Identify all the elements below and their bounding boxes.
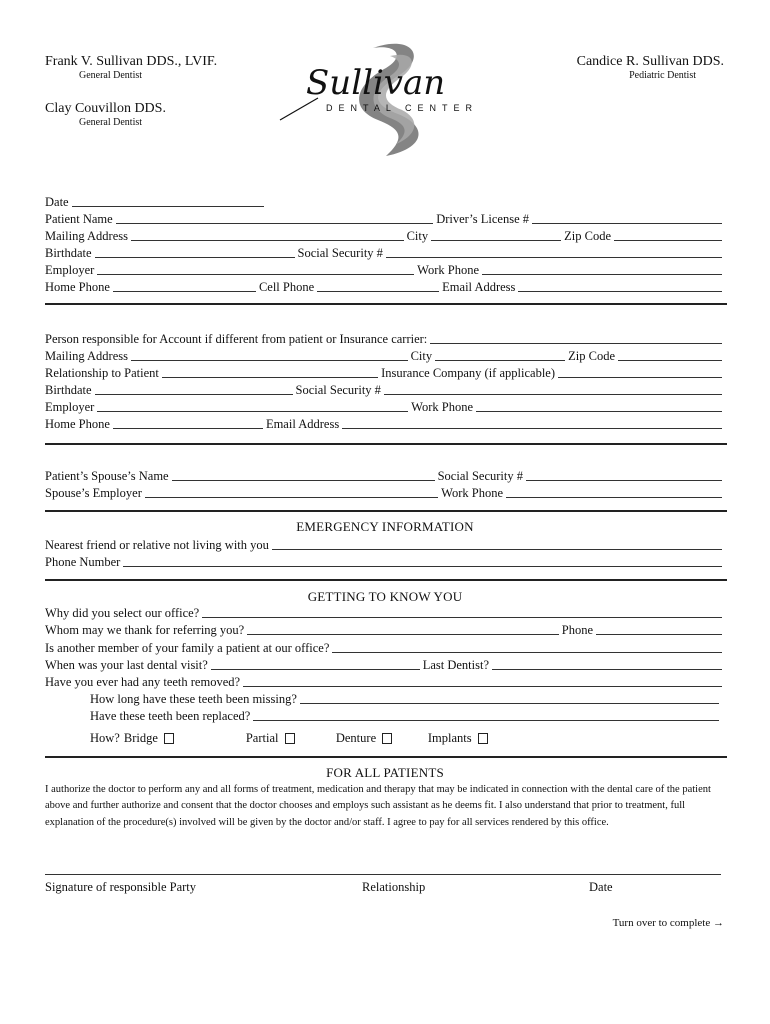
relationship-row: [45, 365, 725, 381]
denture-label: Denture: [335, 731, 377, 745]
logo-subtitle: DENTAL CENTER: [326, 103, 479, 113]
mailing-address-label: Mailing Address: [45, 349, 128, 363]
teeth-removed-row: [45, 674, 725, 690]
work-phone-field[interactable]: [482, 274, 722, 275]
relationship-label: Relationship to Patient: [45, 366, 159, 380]
zip-field[interactable]: [614, 240, 722, 241]
referral-label: Whom may we thank for referring you?: [45, 623, 245, 637]
email-label: Email Address: [265, 417, 340, 431]
responsible-birthdate-row: [45, 382, 725, 398]
sullivan-dental-logo: [278, 36, 498, 158]
responsible-home-phone-row: [45, 416, 725, 432]
home-phone-label: Home Phone: [45, 417, 110, 431]
emergency-phone-label: Phone Number: [45, 555, 121, 569]
date-label: Date: [589, 880, 613, 894]
doctor-name: Candice R. Sullivan DDS.: [576, 54, 724, 69]
last-visit-field[interactable]: [211, 669, 420, 670]
last-visit-label: When was your last dental visit?: [45, 658, 208, 672]
employer-row: [45, 262, 725, 278]
bridge-option[interactable]: [124, 731, 246, 746]
responsible-person-field[interactable]: [430, 343, 722, 344]
relationship-label: Relationship: [362, 880, 426, 894]
home-phone-label: Home Phone: [45, 280, 110, 294]
implants-option[interactable]: [428, 731, 488, 746]
doctor-candice-sullivan: [577, 54, 724, 81]
referral-row: [45, 622, 725, 638]
ssn-label: Social Security #: [295, 383, 381, 397]
drivers-license-field[interactable]: [532, 223, 722, 224]
city-field[interactable]: [431, 240, 561, 241]
employer-field[interactable]: [97, 274, 414, 275]
cell-phone-field[interactable]: [317, 291, 439, 292]
getting-to-know-title: GETTING TO KNOW YOU: [307, 589, 463, 604]
bridge-checkbox[interactable]: [164, 733, 174, 744]
work-phone-label: Work Phone: [417, 263, 479, 277]
mailing-address-label: Mailing Address: [45, 229, 128, 243]
referral-phone-field[interactable]: [596, 634, 722, 635]
spouse-name-field[interactable]: [172, 480, 435, 481]
home-phone-field[interactable]: [113, 428, 263, 429]
birthdate-field[interactable]: [95, 394, 293, 395]
responsible-person-row: [45, 331, 725, 347]
section-divider: [45, 443, 727, 445]
work-phone-label: Work Phone: [411, 400, 473, 414]
email-label: Email Address: [442, 280, 516, 294]
mailing-address-field[interactable]: [131, 360, 408, 361]
ssn-label: Social Security #: [297, 246, 383, 260]
denture-checkbox[interactable]: [382, 733, 392, 744]
referral-phone-label: Phone: [561, 623, 593, 637]
denture-option[interactable]: [336, 731, 428, 746]
logo-script: Sullivan: [306, 63, 446, 103]
section-divider: [45, 756, 727, 758]
doctor-frank-sullivan: [45, 54, 217, 81]
emergency-title: EMERGENCY INFORMATION: [296, 519, 474, 534]
teeth-replaced-field[interactable]: [253, 720, 719, 721]
teeth-removed-label: Have you ever had any teeth removed?: [45, 675, 241, 689]
doctor-name: Frank V. Sullivan DDS., LVIF.: [45, 54, 218, 69]
ssn-field[interactable]: [384, 394, 722, 395]
doctor-title: Pediatric Dentist: [629, 70, 696, 81]
spouse-ssn-field[interactable]: [526, 480, 722, 481]
implants-label: Implants: [427, 731, 472, 745]
family-label: Is another member of your family a patient at our office?: [45, 641, 330, 655]
email-field[interactable]: [518, 291, 722, 292]
mailing-address-row: [45, 228, 725, 244]
insurance-field[interactable]: [558, 377, 722, 378]
employer-label: Employer: [45, 263, 95, 277]
spouse-employer-field[interactable]: [145, 497, 438, 498]
why-field[interactable]: [202, 617, 722, 618]
implants-checkbox[interactable]: [478, 733, 488, 744]
teeth-missing-label: How long have these teeth been missing?: [90, 692, 297, 706]
email-field[interactable]: [342, 428, 722, 429]
last-visit-row: [45, 657, 725, 673]
birthdate-label: Birthdate: [45, 246, 92, 260]
responsible-person-label: Person responsible for Account if different from patient or Insurance carrier:: [45, 332, 428, 346]
spouse-work-phone-label: Work Phone: [441, 486, 503, 500]
work-phone-field[interactable]: [476, 411, 722, 412]
cell-phone-label: Cell Phone: [258, 280, 315, 294]
doctor-clay-couvillon: [45, 101, 166, 128]
family-row: [45, 640, 725, 656]
birthdate-label: Birthdate: [45, 383, 92, 397]
spouse-name-row: [45, 468, 725, 484]
teeth-missing-row: [90, 691, 722, 707]
spouse-work-phone-field[interactable]: [506, 497, 722, 498]
date-field[interactable]: [72, 206, 264, 207]
home-phone-row: [45, 279, 725, 295]
last-dentist-label: Last Dentist?: [422, 658, 489, 672]
zip-label: Zip Code: [564, 229, 611, 243]
drivers-license-label: Driver’s License #: [436, 212, 529, 226]
spouse-employer-label: Spouse’s Employer: [45, 486, 142, 500]
birthdate-row: [45, 245, 725, 261]
teeth-missing-field[interactable]: [300, 703, 719, 704]
insurance-label: Insurance Company (if applicable): [381, 366, 555, 380]
signature-label: Signature of responsible Party: [45, 880, 197, 894]
doctor-title: General Dentist: [79, 117, 143, 128]
zip-field[interactable]: [618, 360, 722, 361]
home-phone-field[interactable]: [113, 291, 256, 292]
nearest-relative-row: [45, 537, 725, 553]
emergency-phone-field[interactable]: [123, 566, 722, 567]
referral-field[interactable]: [247, 634, 559, 635]
section-divider: [45, 510, 727, 512]
employer-field[interactable]: [97, 411, 408, 412]
spouse-ssn-label: Social Security #: [437, 469, 523, 483]
responsible-address-row: [45, 348, 725, 364]
emergency-phone-row: [45, 554, 725, 570]
mailing-address-field[interactable]: [131, 240, 404, 241]
section-divider: [45, 303, 727, 305]
teeth-removed-field[interactable]: [243, 686, 722, 687]
signature-line[interactable]: [45, 874, 721, 875]
partial-option[interactable]: [246, 731, 336, 746]
doctor-name: Clay Couvillon DDS.: [45, 101, 166, 116]
all-patients-title: FOR ALL PATIENTS: [326, 765, 444, 780]
teeth-replaced-label: Have these teeth been replaced?: [90, 709, 251, 723]
replacement-options: [90, 731, 488, 746]
patient-name-label: Patient Name: [45, 212, 113, 226]
spouse-name-label: Patient’s Spouse’s Name: [45, 469, 169, 483]
spouse-employer-row: [45, 485, 725, 501]
how-label: How?: [90, 731, 120, 745]
city-label: City: [410, 349, 433, 363]
authorization-text: I authorize the doctor to perform any and all forms of treatment, medication and therapy that may be indicated in connection with the dental care of the patient above and further authorize and consent that the doctor chooses and employs such assistant as he deems fit. I also understand that prior to treatment, full explanation of the procedure(s) involved will be given by the doctor and/or staff. I agree to pay for all services rendered by this office.: [45, 784, 711, 828]
employer-label: Employer: [45, 400, 95, 414]
why-row: [45, 605, 725, 621]
partial-label: Partial: [245, 731, 279, 745]
responsible-employer-row: [45, 399, 725, 415]
section-divider: [45, 579, 727, 581]
date-row: [45, 194, 267, 210]
last-dentist-field[interactable]: [492, 669, 722, 670]
partial-checkbox[interactable]: [285, 733, 295, 744]
zip-label: Zip Code: [568, 349, 615, 363]
family-field[interactable]: [332, 652, 722, 653]
teeth-replaced-row: [90, 708, 722, 724]
city-field[interactable]: [435, 360, 565, 361]
city-label: City: [406, 229, 429, 243]
why-label: Why did you select our office?: [45, 606, 200, 620]
nearest-relative-label: Nearest friend or relative not living with you: [45, 538, 269, 552]
turn-over-note: Turn over to complete →: [612, 917, 724, 929]
bridge-label: Bridge: [123, 731, 158, 745]
patient-name-row: [45, 211, 725, 227]
ssn-field[interactable]: [386, 257, 722, 258]
nearest-relative-field[interactable]: [272, 549, 722, 550]
patient-name-field[interactable]: [116, 223, 434, 224]
relationship-field[interactable]: [162, 377, 378, 378]
date-label: Date: [45, 195, 69, 209]
birthdate-field[interactable]: [95, 257, 295, 258]
doctor-title: General Dentist: [79, 70, 143, 81]
